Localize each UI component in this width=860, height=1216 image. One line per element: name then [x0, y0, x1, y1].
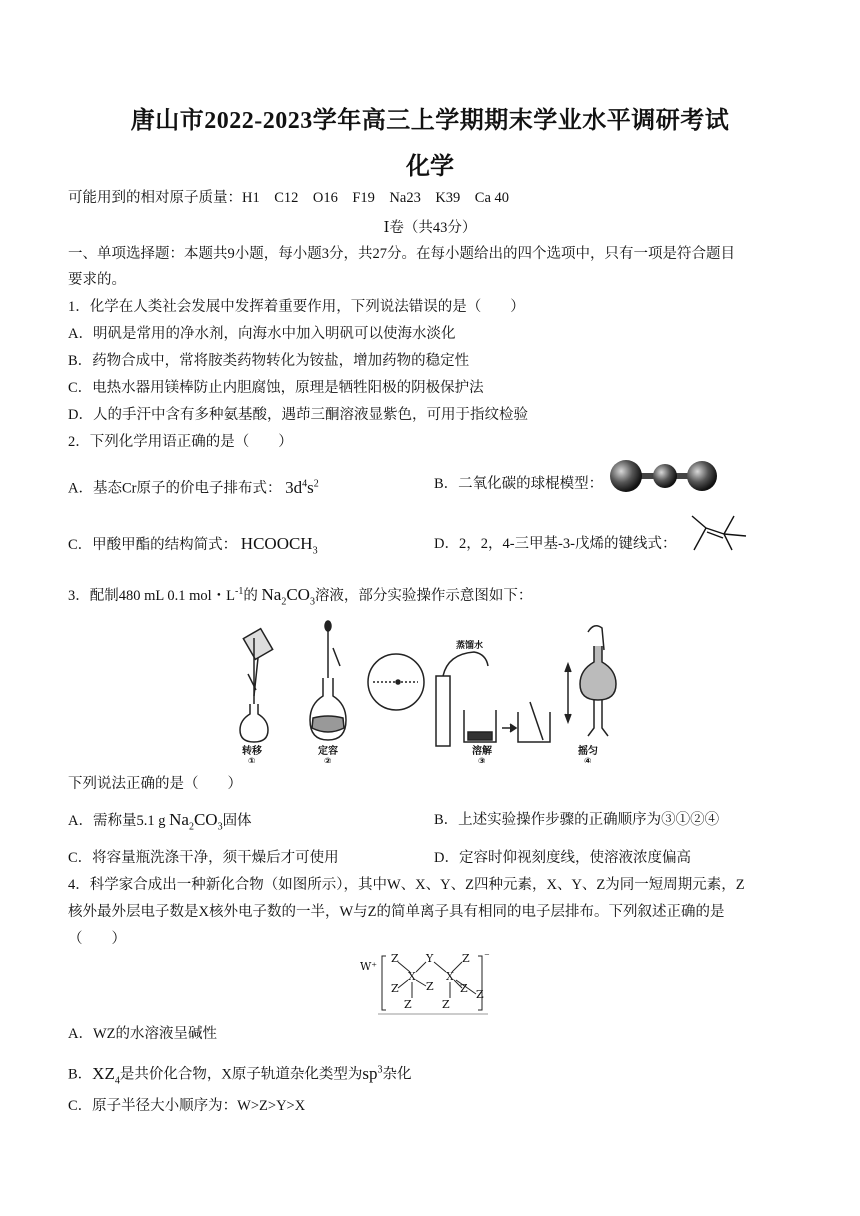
cr-config-formula: $3d^4s^2$ [285, 477, 319, 497]
q4-stem-line3: （ ） [68, 931, 126, 947]
svg-text:⁻: ⁻ [484, 950, 490, 963]
q3-na2co3-formula: $Na_2CO_3$ [169, 810, 223, 833]
solution-preparation-figure [238, 618, 618, 763]
fig-label-transfer: 转移 [242, 746, 262, 757]
q2-option-a [68, 474, 319, 499]
svg-text:Z: Z [462, 952, 470, 965]
sp3-formula: $sp^3$ [362, 1063, 383, 1083]
section-intro-line1: 一、单项选择题：本题共9小题，每小题3分，共27分。在每小题给出的四个选项中，只有一项是符合题目 [68, 246, 735, 262]
q3-stem: 3．配制480 mL 0.1 mol・$L^{-1}$的 $Na_2CO_3$溶液，部分实验操作示意图如下： [68, 584, 533, 608]
skeletal-formula [688, 512, 754, 554]
q2-option-c [68, 534, 318, 561]
fig-label-shake: 摇匀 [578, 746, 598, 757]
fig-label-water: 蒸馏水 [456, 641, 484, 651]
xz4-formula: $XZ_4$ [92, 1063, 120, 1087]
fig-label-3: ③ [478, 757, 486, 763]
q1-option-a: A．明矾是常用的净水剂，向海水中加入明矾可以使海水淡化 [68, 326, 456, 342]
fig-label-4: ④ [584, 757, 592, 763]
fig-label-dissolve: 溶解 [472, 746, 492, 757]
q3-option-c: C．将容量瓶洗涤干净，须干燥后才可使用 [68, 850, 339, 866]
q3-option-b: B．上述实验操作步骤的正确顺序为③①②④ [434, 812, 720, 828]
svg-text:Z: Z [391, 952, 399, 965]
q2-option-c-text: C．甲酸甲酯的结构简式： [68, 537, 238, 553]
atomic-masses: 可能用到的相对原子质量：H1 C12 O16 F19 Na23 K39 Ca 40 [68, 190, 510, 206]
co2-ball-stick-model [608, 458, 718, 494]
part-label: Ⅰ卷（共43分） [383, 220, 477, 236]
q2-option-a-text: A．基态Cr原子的价电子排布式： [68, 480, 282, 497]
q4-option-c: C．原子半径大小顺序为：W>Z>Y>X [68, 1098, 306, 1114]
q1-stem: 1．化学在人类社会发展中发挥着重要作用，下列说法错误的是（ ） [68, 299, 525, 315]
svg-text:X: X [446, 970, 454, 983]
q3-question: 下列说法正确的是（ ） [68, 776, 242, 792]
q3-option-a: A．需称量5.1 g $Na_2CO_3$固体 [68, 810, 252, 833]
section-intro-line2: 要求的。 [68, 272, 126, 288]
atom-w: W⁺ [360, 960, 378, 973]
q3-option-d: D．定容时仰视刻度线，使溶液浓度偏高 [434, 850, 691, 866]
q1-option-c: C．电热水器用镁棒防止内胆腐蚀，原理是牺牲阳极的阴极保护法 [68, 380, 484, 396]
fig-label-dilute: 定容 [318, 746, 338, 757]
exam-title: 唐山市2022-2023学年高三上学期期末学业水平调研考试 [130, 108, 730, 134]
q2-option-b: B．二氧化碳的球棍模型： [434, 476, 604, 492]
na2co3-formula: $Na_2CO_3$ [261, 584, 315, 608]
q2-stem: 2．下列化学用语正确的是（ ） [68, 434, 293, 450]
svg-text:Z: Z [460, 982, 468, 995]
fig-label-1: ① [248, 757, 256, 763]
q1-option-b: B．药物合成中，常将胺类药物转化为铵盐，增加药物的稳定性 [68, 353, 470, 369]
q1-option-d: D．人的手汗中含有多种氨基酸，遇茚三酮溶液显紫色，可用于指纹检验 [68, 407, 528, 423]
methyl-formate-formula: $HCOOCH_3$ [240, 534, 318, 557]
q4-stem-line1: 4．科学家合成出一种新化合物（如图所示），其中W、X、Y、Z四种元素，X、Y、Z为同一短周期元素，Z [68, 877, 745, 893]
compound-structure-figure [358, 950, 498, 1020]
svg-text:Z: Z [404, 998, 412, 1011]
q4-option-a: A．WZ的水溶液呈碱性 [68, 1026, 218, 1042]
svg-text:Z: Z [391, 982, 399, 995]
q4-stem-line2: 核外最外层电子数是X核外电子数的一半，W与Z的简单离子具有相同的电子层排布。下列叙述正确的是 [68, 904, 725, 920]
subject-title: 化学 [406, 154, 454, 180]
svg-text:Z: Z [476, 988, 484, 1001]
svg-text:Y: Y [426, 952, 434, 965]
svg-text:X: X [408, 970, 416, 983]
fig-label-2: ② [324, 757, 332, 763]
svg-text:Z: Z [442, 998, 450, 1011]
q2-option-d: D．2，2，4-三甲基-3-戊烯的键线式： [434, 536, 677, 552]
q4-option-b: B．$XZ_4$是共价化合物，X原子轨道杂化类型为$sp^3$杂化 [68, 1063, 412, 1087]
svg-text:Z: Z [426, 980, 434, 993]
